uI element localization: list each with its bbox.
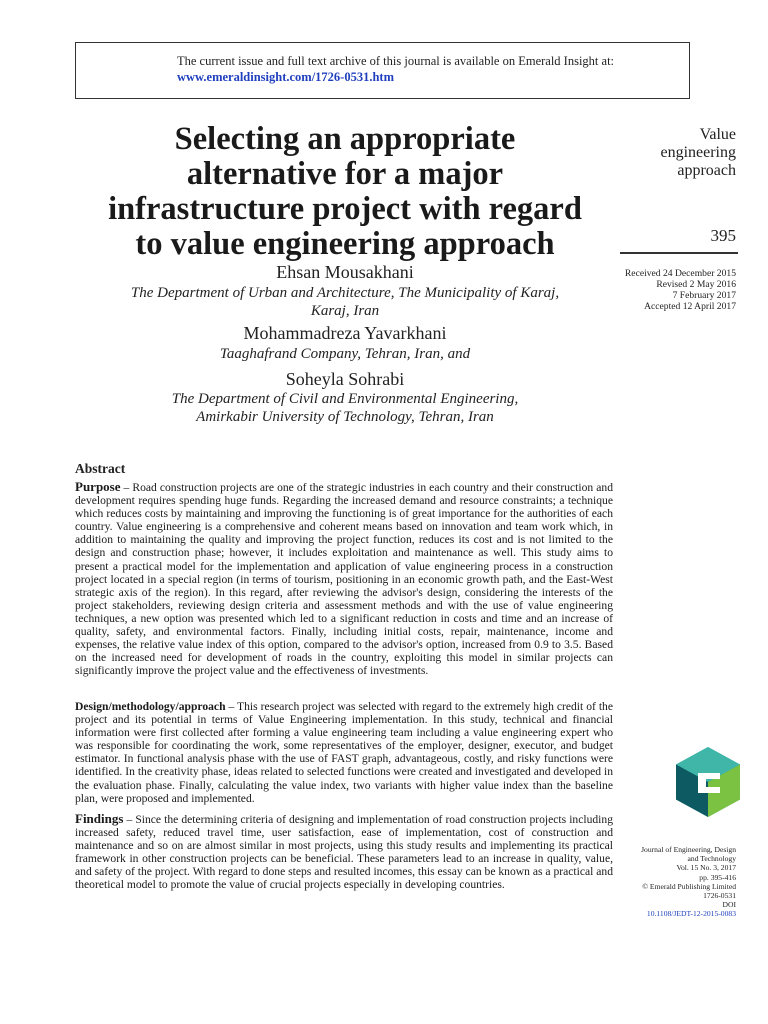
date-line: 7 February 2017 [672,290,736,301]
affiliation-line: The Department of Urban and Architecture, The Municipality of Karaj, [130,285,560,301]
issn: 1726-0531 [703,891,736,901]
author-name: Soheyla Sohrabi [285,369,405,389]
findings-text: – Since the determining criteria of designing and implementation of road construction projects including increased safety, reduced travel time, user satisfaction, ease of implementation, cost of construction and maintenance and so on are almost similar in most projects, using this study results and implementing its practical framework in other construction projects can be beneficial. These parameters lead to an increase in quality, value, and safety of the project. With regard to done steps and resulted incomes, this essay can be known as a practical and theoretical model to promote the value of crucial projects especially in developing countries. [75,813,613,892]
methodology-text: – This research project was selected with regard to the extremely high credit of the project and its potential in terms of Value Engineering implementation. In this study, technical and financial information were first collected after forming a value engineering team including a value engineering expert who was responsible for coordinating the work, some representatives of the employer, designer, executor, and budget estimator. In functional analysis phase with the use of FAST graph, advantageous, costly, and risky functions were identified. In the creativity phase, ideas related to selected functions were created and investigated and developed in the evaluation phase. Finally, calculating the value index, two variants with higher value index than the baseline plan, were proposed and implemented. [75,700,613,805]
paper-title [70,122,620,262]
author-affiliation [70,345,620,363]
running-title-line: engineering [660,144,736,161]
date-line: Accepted 12 April 2017 [644,301,736,312]
title-line: to value engineering approach [135,226,555,262]
date-line: Received 24 December 2015 [624,268,736,279]
author-affiliation [70,284,620,320]
publisher: © Emerald Publishing Limited [642,881,736,891]
affiliation-line: Amirkabir University of Technology, Tehran, Iran [196,409,494,425]
author-affiliation [70,390,620,426]
doi-link[interactable]: 10.1108/JEDT-12-2015-0083 [646,909,736,919]
running-title [620,126,736,180]
journal-name: Journal of Engineering, Design [641,845,736,854]
title-line: Selecting an appropriate [174,121,516,157]
date-line: Revised 2 May 2016 [656,279,736,290]
methodology-label: Design/methodology/approach [75,700,226,713]
journal-citation [600,845,736,919]
author-name: Ehsan Mousakhani [276,262,414,282]
affiliation-line: Karaj, Iran [310,303,380,319]
emerald-logo-icon [676,747,740,817]
margin-divider [620,252,738,254]
findings-label: Findings [75,811,124,826]
abstract-methodology [75,700,613,805]
journal-name: and Technology [687,854,736,864]
author-name: Mohammadreza Yavarkhani [243,323,447,343]
abstract-purpose [75,480,613,677]
purpose-label: Purpose [75,479,121,494]
running-title-line: Value [699,126,736,143]
abstract-heading: Abstract [75,461,126,476]
abstract-findings [75,812,613,892]
page-number: 395 [710,226,736,245]
running-title-line: approach [677,162,736,179]
purpose-text: – Road construction projects are one of the strategic industries in each country and their construction and development requires spending huge funds. Regarding the increased demand and resource constraints; a technique which reduces costs by maintaining and improving the functioning is of great importance for the authorities of each country. Value engineering is a comprehensive and coherent means based on innovation and team work which, in addition to maintaining the quality and improving the project function, reduces its cost and is not limited to the design and construction phase; however, it includes exploitation and maintenance as well. This study aims to present a practical model for the implementation and application of value engineering process in a construction project located in a special region (in terms of tourism, positioning in an economic growth path, and the East-West strategic axis of the region). In this regard, after reviewing the advisor's design, considering the interests of the project stakeholders, reviewing design criteria and assessment methods and with the use of value engineering techniques, a new option was presented which led to a significant reduction in costs and time and an increase of quality, safety, and environmental factors. Finally, including initial costs, repair, maintenance, income and expenses, the relative value index of this option, compared to the advisor's option, increased from 0.9 to 3.5. Based on the increased need for development of roads in the country, exploiting this model in similar projects can significantly improve the project value and the effectiveness of investments. [75,481,613,678]
publication-dates [600,268,736,312]
journal-notice-text: The current issue and full text archive of this journal is available on Emerald Insight at: [177,54,615,68]
affiliation-line: Taaghafrand Company, Tehran, Iran, and [219,346,471,362]
journal-volume: Vol. 15 No. 3, 2017 [676,863,736,873]
journal-pages: pp. 395-416 [699,872,736,882]
journal-archive-link[interactable]: www.emeraldinsight.com/1726-0531.htm [177,70,394,84]
affiliation-line: The Department of Civil and Environmental Engineering, [171,391,519,407]
doi-line [600,900,736,918]
doi-prefix: DOI [722,900,736,910]
title-line: infrastructure project with regard [108,191,582,227]
title-line: alternative for a major [186,156,504,192]
